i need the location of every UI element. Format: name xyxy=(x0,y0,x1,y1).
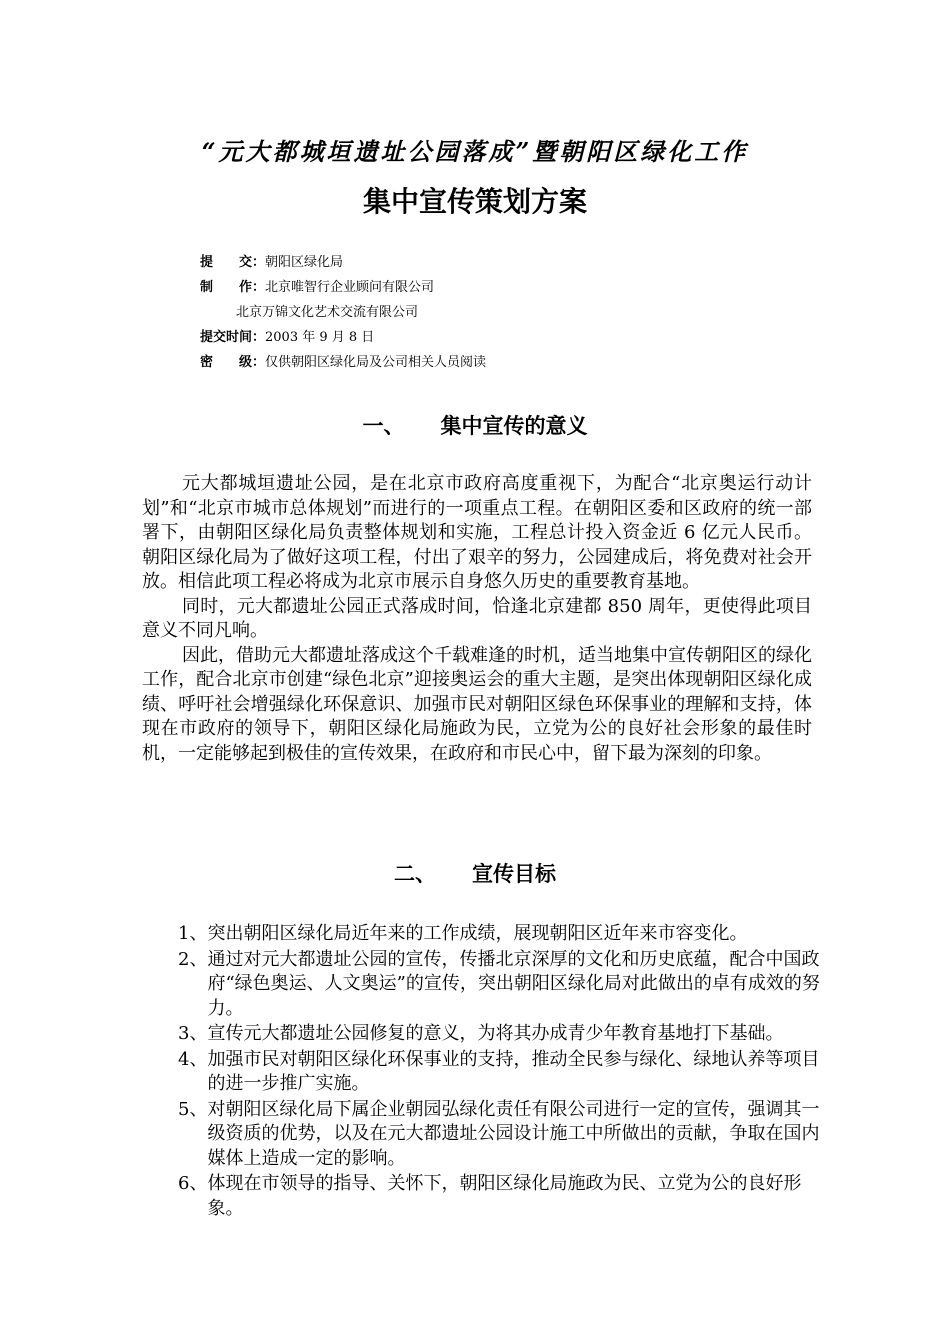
section2-title: 宣传目标 xyxy=(472,862,556,886)
meta-time-row xyxy=(200,325,486,350)
list-item-number: 1、 xyxy=(178,923,208,944)
meta-maker-label: 制 作： xyxy=(200,280,266,295)
meta-secret-row xyxy=(200,350,486,375)
list-item xyxy=(142,1098,822,1172)
list-item xyxy=(142,948,822,1022)
list-item xyxy=(142,1022,822,1047)
section1-paragraph: 因此，借助元大都遗址落成这个千载难逢的时机，适当地集中宣传朝阳区的绿化工作，配合北京市创建“绿色北京”迎接奥运会的重大主题，是突出体现朝阳区绿化成绩、呼吁社会增强绿化环保意识、加强市民对朝阳区绿色环保事业的理解和支持，体现在市政府的领导下，朝阳区绿化局施政为民，立党为公的良好社会形象的最佳时机，一定能够起到极佳的宣传效果，在政府和市民心中，留下最为深刻的印象。 xyxy=(142,644,812,764)
meta-submit-row xyxy=(200,250,486,275)
document-title-line2: 集中宣传策划方案 xyxy=(362,185,587,218)
meta-maker-row xyxy=(200,275,486,300)
list-item-text: 通过对元大都遗址公园的宣传，传播北京深厚的文化和历史底蕴，配合中国政府“绿色奥运、人文奥运”的宣传，突出朝阳区绿化局对此做出的卓有成效的努力。 xyxy=(207,948,820,1019)
list-item-text: 加强市民对朝阳区绿化环保事业的支持，推动全民参与绿化、绿地认养等项目的进一步推广实施。 xyxy=(207,1048,820,1094)
list-item-text: 体现在市领导的指导、关怀下，朝阳区绿化局施政为民、立党为公的良好形象。 xyxy=(207,1173,802,1219)
meta-maker-value2: 北京万锦文化艺术交流有限公司 xyxy=(236,305,419,320)
meta-submit-label: 提 交： xyxy=(200,255,266,270)
section1-paragraph: 同时，元大都遗址公园正式落成时间，恰逢北京建都 850 周年，更使得此项目意义不同凡响。 xyxy=(142,595,812,641)
section1-body xyxy=(142,472,812,766)
section2-heading xyxy=(0,858,950,888)
list-item-text: 宣传元大都遗址公园修复的意义，为将其办成青少年教育基地打下基础。 xyxy=(207,1023,784,1044)
meta-maker-value1: 北京唯智行企业顾问有限公司 xyxy=(265,280,435,295)
document-meta xyxy=(200,250,486,375)
list-item-number: 2、 xyxy=(178,948,208,970)
list-item-number: 4、 xyxy=(178,1048,208,1070)
list-item-number: 3、 xyxy=(178,1023,208,1044)
section1-paragraph: 元大都城垣遗址公园，是在北京市政府高度重视下，为配合“北京奥运行动计划”和“北京市城市总体规划”而进行的一项重点工程。在朝阳区委和区政府的统一部署下，由朝阳区绿化局负责整体规划和实施，工程总计投入资金近 6 亿元人民币。朝阳区绿化局为了做好这项工程，付出了艰辛的努力，公园建成后，将免费对社会开放。相信此项工程必将成为北京市展示自身悠久历史的重要教育基地。 xyxy=(142,473,812,592)
list-item xyxy=(142,922,822,947)
section1-heading xyxy=(0,410,950,440)
meta-secret-label: 密 级： xyxy=(200,355,266,370)
list-item-text: 突出朝阳区绿化局近年来的工作成绩，展现朝阳区近年来市容变化。 xyxy=(207,923,748,944)
section2-number: 二、 xyxy=(394,862,436,886)
document-title-line1: “元大都城垣遗址公园落成”暨朝阳区绿化工作 xyxy=(201,137,749,166)
list-item-number: 5、 xyxy=(178,1098,208,1120)
section1-title: 集中宣传的意义 xyxy=(440,414,588,438)
meta-submit-value: 朝阳区绿化局 xyxy=(265,255,344,270)
list-item xyxy=(142,1048,822,1097)
meta-time-value: 2003 年 9 月 8 日 xyxy=(265,330,375,345)
meta-secret-value: 仅供朝阳区绿化局及公司相关人员阅读 xyxy=(265,355,487,370)
meta-maker-row2 xyxy=(200,300,486,325)
list-item-number: 6、 xyxy=(178,1173,208,1194)
meta-time-label: 提交时间： xyxy=(200,330,266,345)
section1-number: 一、 xyxy=(362,414,405,438)
list-item-text: 对朝阳区绿化局下属企业朝园弘绿化责任有限公司进行一定的宣传，强调其一级资质的优势，以及在元大都遗址公园设计施工中所做出的贡献，争取在国内媒体上造成一定的影响。 xyxy=(207,1098,820,1169)
list-item xyxy=(142,1172,822,1221)
section2-goal-list xyxy=(142,922,822,1222)
